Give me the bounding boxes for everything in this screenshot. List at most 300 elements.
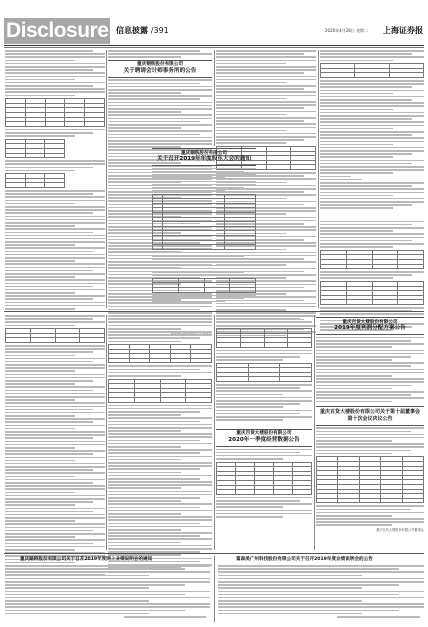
text-line xyxy=(216,111,316,113)
text-line xyxy=(316,343,424,345)
text-line xyxy=(216,104,316,106)
text-line xyxy=(5,587,149,589)
text-line xyxy=(152,184,256,186)
text-line xyxy=(108,124,212,126)
text-line xyxy=(5,315,105,317)
text-line xyxy=(5,345,105,347)
text-line xyxy=(5,216,105,218)
text-line xyxy=(316,397,424,399)
text-line xyxy=(5,581,210,583)
text-line xyxy=(320,163,412,165)
text-line xyxy=(5,247,105,249)
text-line xyxy=(152,171,244,173)
text-line xyxy=(108,405,212,407)
text-line xyxy=(320,141,424,143)
text-line xyxy=(108,50,200,52)
text-line xyxy=(5,380,93,382)
text-line xyxy=(152,187,244,189)
table-cell xyxy=(25,183,45,188)
text-line xyxy=(108,312,212,314)
data-table xyxy=(108,344,212,363)
rule-line xyxy=(216,446,312,447)
text-line xyxy=(108,519,212,521)
text-line xyxy=(320,182,424,184)
text-line xyxy=(218,587,362,589)
text-line xyxy=(5,308,75,310)
text-line xyxy=(108,459,181,461)
text-line xyxy=(320,185,412,187)
text-line xyxy=(320,118,412,120)
text-line xyxy=(216,63,286,65)
text-line xyxy=(316,378,424,380)
masthead-rule xyxy=(4,45,424,46)
text-line xyxy=(316,431,411,433)
text-line xyxy=(216,452,300,454)
text-line xyxy=(216,403,300,405)
text-line xyxy=(320,131,424,133)
text-line xyxy=(320,137,424,139)
text-line xyxy=(216,79,316,81)
text-line xyxy=(108,542,181,544)
text-line xyxy=(5,412,105,414)
text-line xyxy=(320,147,424,149)
text-line xyxy=(108,430,181,432)
text-line xyxy=(5,88,105,90)
table-cell xyxy=(359,498,380,503)
text-line xyxy=(320,96,424,98)
text-line xyxy=(5,539,105,541)
table-cell xyxy=(153,287,179,292)
text-line xyxy=(152,261,225,263)
text-line xyxy=(5,232,93,234)
text-line xyxy=(216,321,312,323)
text-line xyxy=(5,63,105,65)
text-line xyxy=(5,367,105,369)
text-line xyxy=(320,99,412,101)
text-line xyxy=(320,115,424,117)
table-cell xyxy=(248,377,280,382)
text-line xyxy=(5,292,75,294)
table-cell xyxy=(109,398,135,403)
column-separator xyxy=(214,50,215,146)
text-line xyxy=(216,318,300,320)
table-cell xyxy=(381,498,402,503)
table-cell xyxy=(129,358,150,363)
text-line xyxy=(316,512,424,514)
notice-title: 2019年度利润分配方案公告 xyxy=(334,325,406,332)
table-cell xyxy=(30,338,55,343)
text-line xyxy=(5,434,105,436)
notice-company: 重庆钢铁股份有限公司 xyxy=(137,62,183,68)
text-line xyxy=(108,440,200,442)
text-line xyxy=(316,446,424,448)
table-cell xyxy=(6,153,26,158)
text-line xyxy=(5,393,105,395)
text-line xyxy=(216,56,316,58)
text-line xyxy=(316,350,424,352)
text-line xyxy=(320,121,424,123)
text-line xyxy=(152,295,256,297)
text-line xyxy=(216,312,316,314)
text-line xyxy=(316,453,392,455)
footer-right-notice xyxy=(218,565,424,623)
table-cell xyxy=(25,122,45,127)
text-line xyxy=(5,441,105,443)
table-cell xyxy=(288,342,312,347)
page-number: /391 xyxy=(150,26,169,35)
text-line xyxy=(216,394,283,396)
table-cell xyxy=(25,153,45,158)
text-line xyxy=(108,516,212,518)
text-line xyxy=(108,468,200,470)
column-separator xyxy=(214,315,215,550)
data-table xyxy=(320,250,424,269)
text-line xyxy=(5,219,105,221)
table-cell xyxy=(255,490,274,495)
rule-line xyxy=(316,406,424,407)
text-line xyxy=(320,307,424,309)
text-line xyxy=(5,69,93,71)
text-line xyxy=(5,383,75,385)
text-line xyxy=(320,230,393,232)
text-line xyxy=(5,79,75,81)
text-line xyxy=(5,498,105,500)
column-separator xyxy=(214,556,215,622)
text-line xyxy=(216,325,283,327)
table-cell xyxy=(264,342,288,347)
table-cell xyxy=(372,264,398,269)
text-line xyxy=(5,431,105,433)
text-line xyxy=(5,270,93,272)
text-line xyxy=(108,535,200,537)
text-line xyxy=(320,227,424,229)
text-line xyxy=(216,142,286,144)
text-line xyxy=(5,66,105,68)
table-cell xyxy=(398,264,424,269)
text-line xyxy=(216,101,316,103)
text-line xyxy=(108,114,212,116)
text-line xyxy=(5,578,210,580)
text-line xyxy=(5,241,105,243)
text-line xyxy=(108,127,181,129)
text-line xyxy=(108,481,212,483)
table-cell xyxy=(6,183,26,188)
data-table xyxy=(152,278,256,293)
text-line xyxy=(216,66,316,68)
text-line xyxy=(5,568,185,570)
text-line xyxy=(216,60,316,62)
disclosure-banner: Disclosure xyxy=(6,19,109,42)
text-line xyxy=(108,465,212,467)
table-cell xyxy=(217,490,236,495)
text-line xyxy=(5,575,149,577)
text-line xyxy=(5,251,93,253)
text-line xyxy=(5,565,210,567)
text-line xyxy=(5,418,105,420)
rule-line xyxy=(108,77,212,78)
text-line xyxy=(216,500,300,502)
table-cell xyxy=(372,300,398,305)
text-line xyxy=(5,610,185,612)
text-line xyxy=(108,475,212,477)
section-name: 信息披露 xyxy=(116,26,148,35)
text-line xyxy=(108,491,212,493)
text-line xyxy=(5,283,105,285)
text-line xyxy=(5,190,105,192)
text-line xyxy=(216,449,312,451)
text-line xyxy=(218,565,424,567)
text-line xyxy=(5,305,105,307)
table-cell xyxy=(6,122,26,127)
text-line xyxy=(108,507,200,509)
text-line xyxy=(5,415,75,417)
table-cell xyxy=(402,498,423,503)
text-line xyxy=(218,568,399,570)
text-line xyxy=(320,233,424,235)
text-line xyxy=(218,610,399,612)
text-line xyxy=(108,510,212,512)
text-line xyxy=(108,118,212,120)
text-line xyxy=(5,238,105,240)
table-cell xyxy=(65,122,85,127)
table-cell xyxy=(55,338,80,343)
data-table xyxy=(320,281,424,305)
text-line xyxy=(320,105,424,107)
text-line xyxy=(5,257,105,259)
text-line xyxy=(5,295,105,297)
text-line xyxy=(5,225,75,227)
text-line xyxy=(108,456,212,458)
table-cell xyxy=(280,377,312,382)
text-line xyxy=(5,254,105,256)
text-line xyxy=(320,195,393,197)
text-line xyxy=(320,150,424,152)
text-line xyxy=(320,271,424,273)
text-line xyxy=(218,584,399,586)
text-line xyxy=(216,85,316,87)
text-line xyxy=(5,549,75,551)
text-line xyxy=(316,359,392,361)
text-line xyxy=(320,237,424,239)
table-cell xyxy=(217,342,241,347)
notice-title: 关于召开2019年年度股东大会的通知 xyxy=(157,156,251,163)
text-line xyxy=(218,591,424,593)
text-line xyxy=(152,258,256,260)
text-line xyxy=(316,440,392,442)
text-line xyxy=(5,76,105,78)
text-line xyxy=(5,409,93,411)
table-cell xyxy=(274,490,293,495)
issue-date: 2020年4月28日 星期二 xyxy=(325,28,369,33)
text-line xyxy=(218,581,424,583)
text-line xyxy=(5,597,210,599)
text-line xyxy=(152,301,225,303)
text-line xyxy=(5,325,75,327)
text-line xyxy=(218,594,399,596)
text-line xyxy=(108,417,212,419)
rule-line xyxy=(216,429,312,430)
data-table xyxy=(108,379,212,403)
text-line xyxy=(108,334,212,336)
text-line xyxy=(320,83,424,85)
text-line xyxy=(216,114,286,116)
rule-line xyxy=(316,425,424,426)
text-line xyxy=(316,346,392,348)
text-line xyxy=(218,575,362,577)
text-line xyxy=(216,416,312,418)
text-line xyxy=(5,606,210,608)
table-cell xyxy=(85,122,105,127)
text-line xyxy=(5,495,105,497)
text-line xyxy=(5,348,105,350)
text-line xyxy=(320,90,424,92)
text-line xyxy=(5,492,75,494)
text-line xyxy=(5,421,93,423)
lower-column-3 xyxy=(216,315,312,550)
upper-column-1 xyxy=(5,50,105,308)
text-line xyxy=(5,428,75,430)
text-line xyxy=(152,268,256,270)
text-line xyxy=(216,356,300,358)
text-line xyxy=(5,402,105,404)
text-line xyxy=(337,616,419,618)
text-line xyxy=(320,109,393,111)
text-line xyxy=(320,56,424,58)
text-line xyxy=(5,170,75,172)
text-line xyxy=(108,108,212,110)
text-line xyxy=(316,443,424,445)
text-line xyxy=(108,328,181,330)
text-line xyxy=(5,479,105,481)
table-cell xyxy=(6,338,31,343)
text-line xyxy=(216,510,312,512)
text-line xyxy=(5,450,105,452)
text-line xyxy=(5,135,75,137)
text-line xyxy=(108,92,181,94)
text-line xyxy=(218,578,424,580)
table-cell xyxy=(398,300,424,305)
table-cell xyxy=(191,358,212,363)
table-cell xyxy=(170,358,191,363)
text-line xyxy=(152,274,225,276)
text-line xyxy=(5,260,75,262)
text-line xyxy=(5,390,93,392)
text-line xyxy=(108,318,200,320)
text-line xyxy=(5,396,105,398)
text-line xyxy=(316,394,411,396)
text-line xyxy=(216,384,312,386)
text-line xyxy=(216,400,312,402)
text-line xyxy=(108,408,212,410)
text-line xyxy=(108,325,212,327)
text-line xyxy=(108,79,212,81)
notice-title-line2: 第十次会议决议公告 xyxy=(347,415,393,422)
text-line xyxy=(5,517,105,519)
text-line xyxy=(5,263,105,265)
text-line xyxy=(152,255,244,257)
notice-title: 2020年一季度经营数据公告 xyxy=(228,436,300,443)
text-line xyxy=(5,370,75,372)
text-line xyxy=(108,529,181,531)
text-line xyxy=(5,56,105,58)
text-line xyxy=(108,411,200,413)
text-line xyxy=(216,397,312,399)
text-line xyxy=(5,482,93,484)
text-line xyxy=(5,355,75,357)
text-line xyxy=(216,53,304,55)
section-title xyxy=(116,25,169,36)
text-line xyxy=(5,377,105,379)
text-line xyxy=(108,86,212,88)
data-table xyxy=(5,173,65,188)
text-line xyxy=(5,50,93,52)
text-line xyxy=(316,434,424,436)
text-line xyxy=(5,437,93,439)
table-cell xyxy=(346,264,372,269)
masthead-rule-thin xyxy=(4,47,424,48)
text-line xyxy=(5,444,105,446)
text-line xyxy=(108,89,212,91)
text-line xyxy=(316,450,411,452)
text-line xyxy=(316,391,424,393)
text-line xyxy=(216,516,283,518)
text-line xyxy=(320,128,393,130)
data-table xyxy=(216,328,312,347)
table-cell xyxy=(317,498,338,503)
text-line xyxy=(5,476,75,478)
text-line xyxy=(320,166,424,168)
text-line xyxy=(5,235,105,237)
text-line xyxy=(5,132,93,134)
text-line xyxy=(5,546,105,548)
table-cell xyxy=(153,245,163,250)
text-line xyxy=(108,452,200,454)
data-table xyxy=(216,363,312,382)
text-line xyxy=(5,160,105,162)
text-line xyxy=(108,449,212,451)
text-line xyxy=(5,463,105,465)
proposal-table xyxy=(152,194,256,250)
text-line xyxy=(5,466,105,468)
text-line xyxy=(216,455,312,457)
text-line xyxy=(5,318,93,320)
text-line xyxy=(152,168,256,170)
text-line xyxy=(108,433,212,435)
text-line xyxy=(108,134,200,136)
text-line xyxy=(320,112,424,114)
text-line xyxy=(152,174,256,176)
footer-left-notice xyxy=(5,565,210,623)
text-line xyxy=(218,571,424,573)
column-separator xyxy=(314,315,315,550)
text-line xyxy=(216,123,316,125)
rule-line xyxy=(108,60,212,61)
table-cell xyxy=(321,264,347,269)
text-line xyxy=(218,613,362,615)
table-cell xyxy=(45,183,65,188)
text-line xyxy=(5,222,105,224)
text-line xyxy=(152,265,256,267)
text-line xyxy=(316,521,424,523)
text-line xyxy=(320,125,424,127)
data-table xyxy=(320,63,424,78)
text-line xyxy=(5,302,105,304)
text-line xyxy=(320,144,393,146)
text-line xyxy=(316,353,424,355)
lower-column-1 xyxy=(5,315,105,550)
rule-line xyxy=(152,165,256,166)
text-line xyxy=(108,414,181,416)
